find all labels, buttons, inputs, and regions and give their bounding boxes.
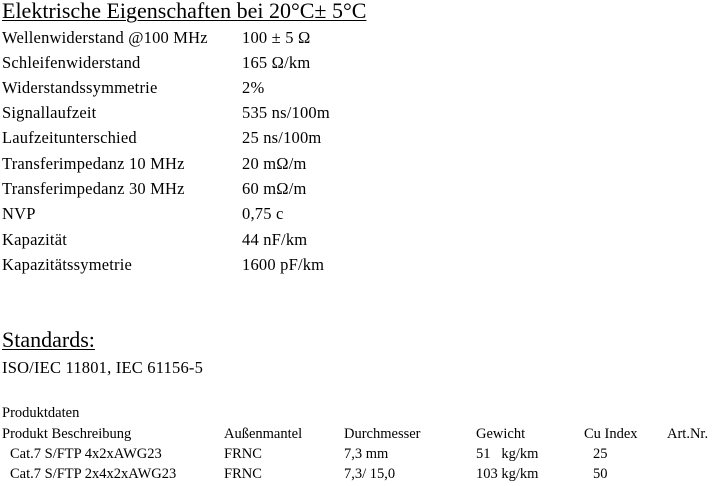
standards-text: ISO/IEC 11801, IEC 61156-5 [2, 358, 204, 377]
property-value: 20 mΩ/m [242, 154, 307, 173]
property-label: Kapazität [2, 230, 68, 249]
property-value: 0,75 c [242, 204, 284, 223]
property-label: Widerstandssymmetrie [2, 78, 158, 97]
property-value: 1600 pF/km [242, 255, 325, 274]
table-header-cell: Außenmantel [224, 426, 303, 442]
property-value: 535 ns/100m [242, 103, 330, 122]
table-header-cell: Durchmesser [344, 426, 421, 442]
table-cell: Cat.7 S/FTP 4x2xAWG23 [10, 446, 162, 462]
property-label: Transferimpedanz 30 MHz [2, 179, 185, 198]
property-value: 165 Ω/km [242, 53, 311, 72]
table-header-cell: Produkt Beschreibung [2, 426, 132, 442]
table-cell: 25 [593, 446, 608, 462]
section-title-produktdaten: Produktdaten [2, 405, 80, 421]
property-label: Transferimpedanz 10 MHz [2, 154, 185, 173]
table-cell: FRNC [224, 466, 262, 482]
section-title-standards: Standards: [2, 327, 95, 352]
property-label: Kapazitätssymetrie [2, 255, 133, 274]
table-cell: 7,3/ 15,0 [344, 466, 396, 482]
table-row [0, 444, 720, 464]
property-label: Schleifenwiderstand [2, 53, 141, 72]
table-cell: 50 [593, 466, 608, 482]
section-title-electrical: Elektrische Eigenschaften bei 20°C± 5°C [2, 0, 367, 23]
property-label: NVP [2, 204, 36, 223]
property-value: 25 ns/100m [242, 128, 322, 147]
property-value: 2% [242, 78, 265, 97]
table-cell: 103 kg/km [476, 466, 539, 482]
table-header-row [0, 424, 720, 444]
table-header-cell: Art.Nr. [667, 426, 709, 442]
table-cell: FRNC [224, 446, 262, 462]
table-cell: 51 kg/km [476, 446, 539, 462]
table-cell: 7,3 mm [344, 446, 389, 462]
property-value: 44 nF/km [242, 230, 308, 249]
property-label: Laufzeitunterschied [2, 128, 137, 147]
table-row [0, 464, 720, 484]
property-label: Wellenwiderstand @100 MHz [2, 28, 208, 47]
property-value: 100 ± 5 Ω [242, 28, 311, 47]
table-header-cell: Cu Index [584, 426, 638, 442]
property-label: Signallaufzeit [2, 103, 97, 122]
table-header-cell: Gewicht [476, 426, 526, 442]
property-value: 60 mΩ/m [242, 179, 307, 198]
table-cell: Cat.7 S/FTP 2x4x2xAWG23 [10, 466, 177, 482]
